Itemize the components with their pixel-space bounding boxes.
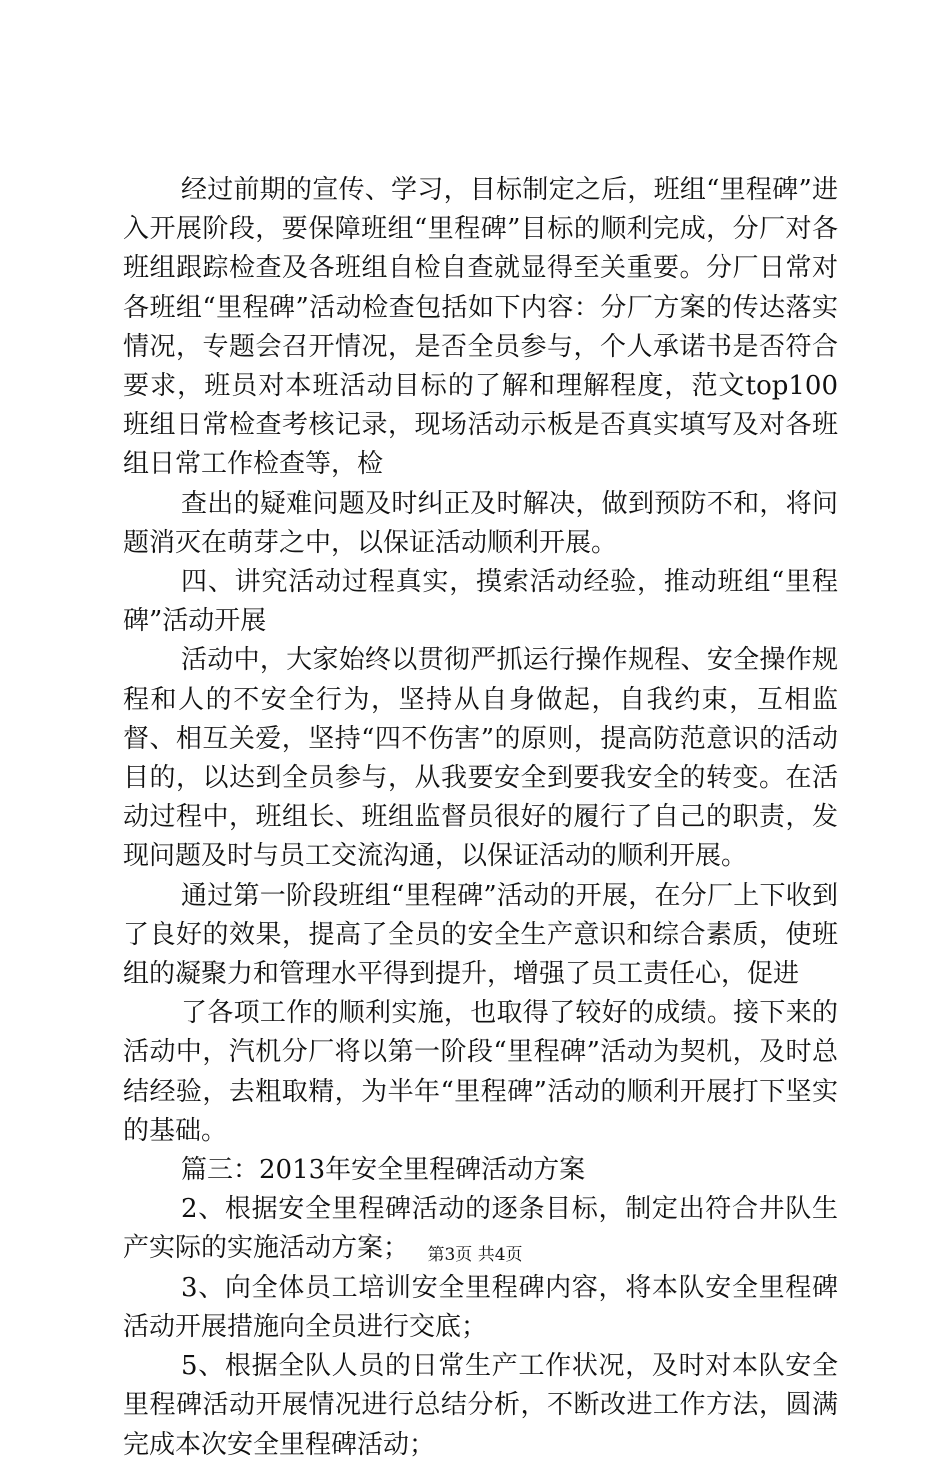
list-item-5: 5、根据全队人员的日常生产工作状况，及时对本队安全里程碑活动开展情况进行总结分析，不断改进工作方法，圆满完成本次安全里程碑活动； (123, 1351, 838, 1460)
document-body (123, 171, 838, 1465)
paragraph-5: 了各项工作的顺利实施，也取得了较好的成绩。接下来的活动中，汽机分厂将以第一阶段“里程碑”活动为契机，及时总结经验，去粗取精，为半年“里程碑”活动的顺利开展打下坚实的基础。 (123, 998, 838, 1146)
section-heading-four: 四、讲究活动过程真实，摸索活动经验，推动班组“里程碑”活动开展 (123, 567, 838, 637)
page-footer: 第3页 共4页 (427, 1245, 523, 1265)
list-item-2: 2、根据安全里程碑活动的逐条目标，制定出符合井队生产实际的实施活动方案； (123, 1194, 838, 1264)
paragraph-4: 通过第一阶段班组“里程碑”活动的开展，在分厂上下收到了良好的效果，提高了全员的安全生产意识和综合素质，使班组的凝聚力和管理水平得到提升，增强了员工责任心，促进 (123, 880, 838, 990)
list-item-3: 3、向全体员工培训安全里程碑内容，将本队安全里程碑活动开展措施向全员进行交底； (123, 1272, 838, 1342)
paragraph-2: 查出的疑难问题及时纠正及时解决，做到预防不和，将问题消灭在萌芽之中，以保证活动顺利开展。 (123, 488, 838, 558)
paragraph-3: 活动中，大家始终以贯彻严抓运行操作规程、安全操作规程和人的不安全行为，坚持从自身做起，自我约束，互相监督、相互关爱，坚持“四不伤害”的原则，提高防范意识的活动目的，以达到全员参与，从我要安全到要我安全的转变。在活动过程中，班组长、班组监督员很好的履行了自己的职责，发现问题及时与员工交流沟通，以保证活动的顺利开展。 (123, 645, 838, 872)
chapter-heading: 篇三：2013年安全里程碑活动方案 (181, 1155, 586, 1186)
paragraph-1: 经过前期的宣传、学习，目标制定之后，班组“里程碑”进入开展阶段，要保障班组“里程碑”目标的顺利完成，分厂对各班组跟踪检查及各班组自检自查就显得至关重要。分厂日常对各班组“里程碑”活动检查包括如下内容：分厂方案的传达落实情况，专题会召开情况，是否全员参与，个人承诺书是否符合要求，班员对本班活动目标的了解和理解程度，范文top100班组日常检查考核记录，现场活动示板是否真实填写及对各班组日常工作检查等，检 (123, 175, 838, 480)
